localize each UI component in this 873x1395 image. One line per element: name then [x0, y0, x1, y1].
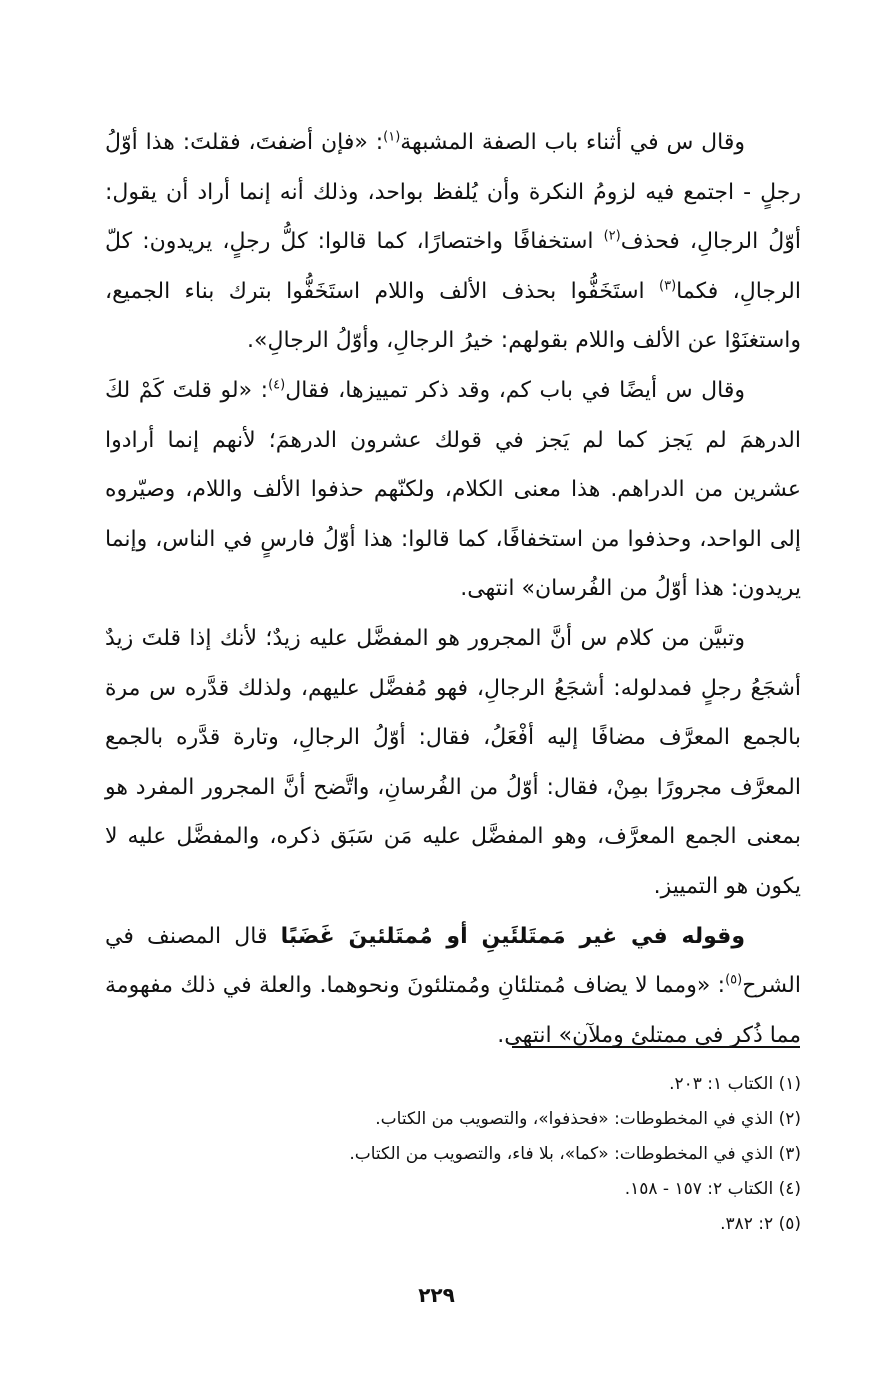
paragraph-1 [105, 118, 801, 366]
text-segment: وقال س في أثناء باب الصفة المشبهة [400, 130, 745, 155]
text-segment: استخفافًا واختصارًا، كما قالوا: كلُّ رجلٍ، يريدون: كلّ الرجالِ، فكما [105, 229, 801, 304]
paragraph-4 [105, 912, 801, 1061]
footnote-reference-5: (٥) [725, 972, 743, 988]
paragraph-3 [105, 614, 801, 912]
text-segment: : «لو قلتَ كَمْ لكَ الدرهمَ لم يَجز كما لم يَجز في قولك عشرون الدرهمَ؛ لأنهم إنما أرادوا عشرين من الدراهم. هذا معنى الكلام، ولكنّهم حذفوا الألف واللام، وصيّروه إلى الواحد، وحذفوا من استخفافًا، كما قالوا: هذا أوّلُ فارسٍ في الناس، وإنما يريدون: هذا أوّلُ من الفُرسان» انتهى. [105, 377, 801, 602]
text-segment: وتبيَّن من كلام س أنَّ المجرور هو المفضَّل عليه زيدٌ؛ لأنك إذا قلتَ زيدٌ أشجَعُ رجلٍ فمدلوله: أشجَعُ الرجالِ، فهو مُفضَّل عليهم، ولذلك قدَّره س مرة بالجمع المعرَّف مضافًا إليه أفْعَلُ، فقال: أوّلُ الرجالِ، وتارة قدَّره بالجمع المعرَّف مجرورًا بمِنْ، فقال: أوّلُ من الفُرسانِ، واتَّضح أنَّ المجرور المفرد هو بمعنى الجمع المعرَّف، وهو المفضَّل عليه مَن سَبَق ذكره، والمفضَّل عليه لا يكون هو التمييز. [105, 625, 801, 899]
main-text [105, 118, 801, 1060]
footnotes-list [105, 1067, 801, 1242]
paragraph-2 [105, 366, 801, 614]
footnote-separator [512, 1046, 800, 1048]
footnote-4: (٤) الكتاب ٢: ١٥٧ - ١٥٨. [624, 1179, 801, 1199]
text-segment: : «فإن أضفتَ، فقلتَ: هذا أوّلُ رجلٍ - اجتمع فيه لزومُ النكرة وأن يُلفظ بواحد، وذلك أنه إنما أراد أن يقول: أوّلُ الرجالِ، فحذف [105, 130, 801, 255]
footnote-reference-1: (١) [383, 129, 401, 145]
text-segment: وقال س أيضًا في باب كم، وقد ذكر تمييزها، فقال [285, 377, 745, 403]
footnote-reference-3: (٣) [659, 278, 677, 294]
footnote-reference-2: (٢) [603, 228, 621, 244]
quoted-phrase: وقوله في غير مَمتَلئَينِ أو مُمتَلئينَ غَضَبًا [280, 923, 746, 949]
footnote-2: (٢) الذي في المخطوطات: «فحذفوا»، والتصويب من الكتاب. [375, 1109, 801, 1129]
footnote-5: (٥) ٢: ٣٨٢. [720, 1214, 801, 1234]
text-segment: قال المصنف في الشرح [105, 923, 801, 999]
text-segment: استَخَفُّوا بحذف الألف واللام استَخَفُّوا بترك بناء الجميع، واستغنَوْا عن الألف واللام بقولهم: خيرُ الرجالِ، وأوّلُ الرجالِ». [105, 278, 801, 354]
text-segment: : «ومما لا يضاف مُمتلئانِ ومُمتلئونَ ونحوهما. والعلة في ذلك مفهومة مما ذُكر في ممتلئ وملآن» انتهى. [105, 973, 801, 1048]
footnote-1: (١) الكتاب ١: ٢٠٣. [669, 1074, 801, 1094]
page-number: ٢٢٩ [418, 1283, 455, 1307]
footnote-3: (٣) الذي في المخطوطات: «كما»، بلا فاء، والتصويب من الكتاب. [349, 1144, 801, 1164]
footnote-reference-4: (٤) [268, 377, 286, 393]
